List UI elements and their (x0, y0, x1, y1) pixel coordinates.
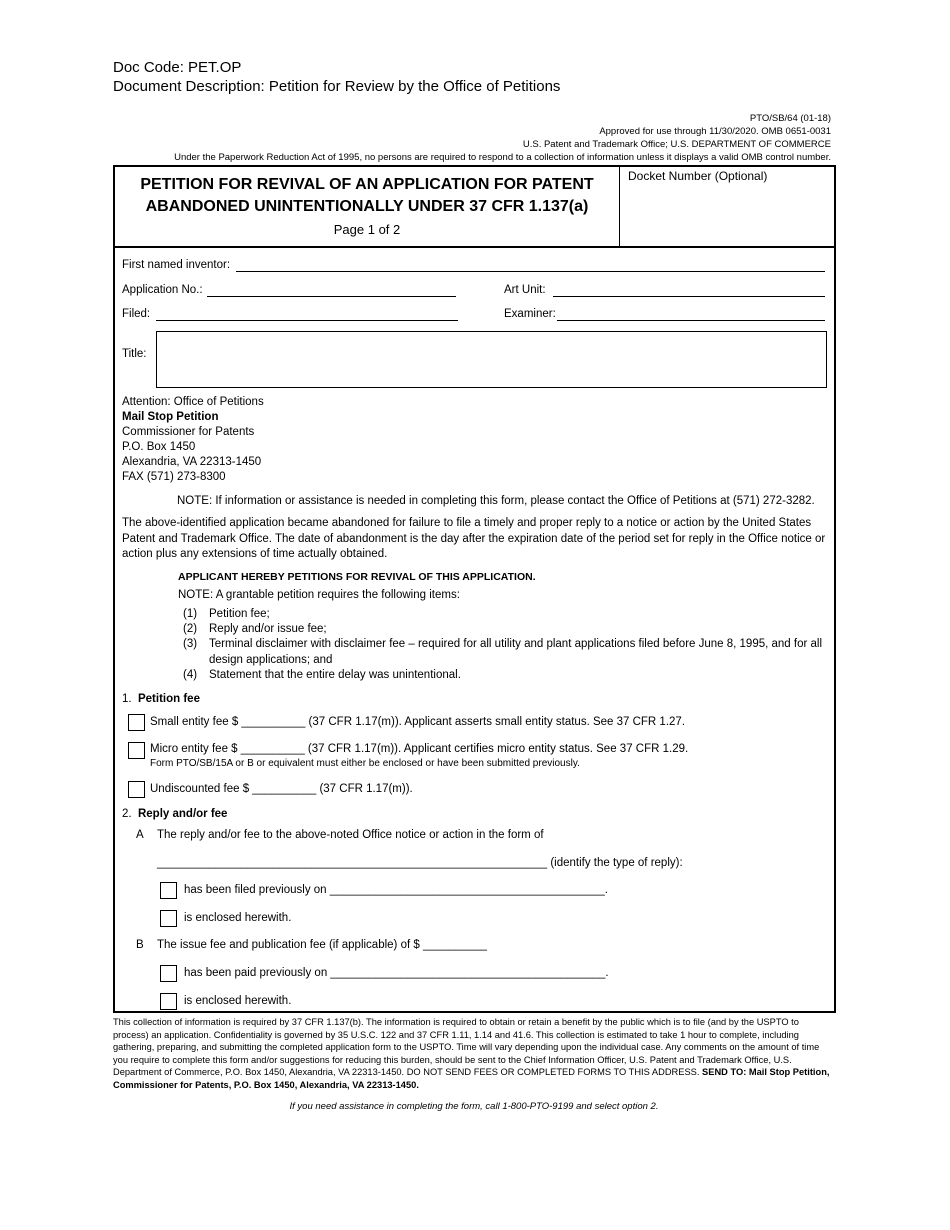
agency: U.S. Patent and Trademark Office; U.S. DEPARTMENT OF COMMERCE (522, 139, 831, 150)
city: Alexandria, VA 22313-1450 (122, 456, 262, 468)
app-no-label: Application No.: (122, 284, 203, 296)
art-unit-label: Art Unit: (504, 284, 546, 296)
title-box (115, 167, 620, 248)
items-list (183, 607, 828, 683)
filed-field[interactable] (156, 309, 458, 321)
micro-entity-checkbox[interactable] (128, 742, 145, 759)
commissioner: Commissioner for Patents (122, 426, 255, 438)
para-line3: action plus any extensions of time actually obtained. (122, 548, 388, 560)
sec2-heading: 2. Reply and/or fee (122, 808, 228, 820)
enclosed-a-checkbox[interactable] (160, 910, 177, 927)
list-item: design applications; and (209, 653, 333, 666)
form-box (113, 165, 836, 1013)
list-item: (4) Statement that the entire delay was unintentional. (183, 668, 461, 681)
title-line2: ABANDONED UNINTENTIONALLY UNDER 37 CFR 1.137(a) (145, 198, 589, 215)
docket-box[interactable] (620, 167, 834, 248)
abandon-paragraph (122, 516, 834, 563)
para-line2: Patent and Trademark Office. The date of abandonment is the day after the expiration date of the period set for reply in the Office notice or (122, 532, 826, 545)
micro-entity-text: Micro entity fee $ __________ (37 CFR 1.17(m)). Applicant certifies micro entity status. See 37 CFR 1.29. (150, 743, 689, 755)
examiner-field[interactable] (557, 309, 825, 321)
paid-previously-checkbox[interactable] (160, 965, 177, 982)
doc-description: Document Description: Petition for Review by the Office of Petitions (113, 78, 561, 95)
paid-previously-text: has been paid previously on ___________________________________________. (184, 967, 609, 979)
docket-label: Docket Number (Optional) (628, 169, 768, 183)
app-no-field[interactable] (207, 285, 456, 297)
petition-heading: APPLICANT HEREBY PETITIONS FOR REVIVAL OF THIS APPLICATION. (178, 571, 536, 583)
inventor-label: First named inventor: (122, 259, 231, 271)
small-entity-checkbox[interactable] (128, 714, 145, 731)
sec2-a-label: A (136, 829, 144, 841)
filed-label: Filed: (122, 308, 151, 320)
grantable-note: NOTE: A grantable petition requires the following items: (178, 589, 460, 601)
undiscounted-text: Undiscounted fee $ __________ (37 CFR 1.17(m)). (150, 783, 413, 795)
mail-stop: Mail Stop Petition (122, 411, 219, 423)
micro-entity-note: Form PTO/SB/15A or B or equivalent must either be enclosed or have been submitted previously. (150, 758, 580, 769)
sec1-heading: 1. Petition fee (122, 693, 200, 705)
sec2-a-text: The reply and/or fee to the above-noted Office notice or action in the form of (157, 829, 544, 841)
sec2-b-text: The issue fee and publication fee (if applicable) of $ __________ (157, 939, 487, 951)
list-item: (1) Petition fee; (183, 608, 270, 620)
paperwork-notice: Under the Paperwork Reduction Act of 1995, no persons are required to respond to a collection of information unless it displays a valid OMB control number. (174, 152, 831, 163)
approval: Approved for use through 11/30/2020. OMB 0651-0031 (599, 126, 831, 137)
burden-text: This collection of information is required by 37 CFR 1.137(b). The information is required to obtain or retain a benefit by the public which is to file (and by the USPTO to process) an application. Confidentiality is governed by 35 U.S.C. 122 and 37 CFR 1.11, 1.14 and 41.6. This collection is estimated to take 1 hour to complete, including gathering, preparing, and submitting the completed application form to the USPTO. Time will vary depending upon the individual case. Any comments on the amount of time you require to complete this form and/or suggestions for reducing this burden, should be sent to the Chief Information Officer, U.S. Patent and Trademark Office, U.S. Department of Commerce, P.O. Box 1450, Alexandria, VA 22313-1450. DO NOT SEND FEES OR COMPLETED FORMS TO THIS ADDRESS. (113, 1017, 820, 1077)
para-line1: The above-identified application became abandoned for failure to file a timely and proper reply to a notice or action by the United States (122, 517, 812, 529)
title-label: Title: (122, 348, 147, 360)
enclosed-b-checkbox[interactable] (160, 993, 177, 1010)
page-number: Page 1 of 2 (333, 222, 401, 237)
examiner-label: Examiner: (504, 308, 556, 320)
sec2-b-label: B (136, 939, 144, 951)
filed-previously-text: has been filed previously on ___________________________________________. (184, 884, 608, 896)
po-box: P.O. Box 1450 (122, 441, 196, 453)
note-assist: NOTE: If information or assistance is needed in completing this form, please contact the Office of Petitions at (571) 272-3282. (177, 495, 815, 507)
title-line1: PETITION FOR REVIVAL OF AN APPLICATION FOR PATENT (140, 176, 594, 193)
doc-code: Doc Code: PET.OP (113, 59, 242, 76)
list-item: (3) Terminal disclaimer with disclaimer fee – required for all utility and plant applications filed before June 8, 1995, and for all (183, 638, 823, 651)
art-unit-field[interactable] (553, 285, 825, 297)
burden-statement (113, 1016, 835, 1091)
fax: FAX (571) 273-8300 (122, 471, 226, 483)
small-entity-text: Small entity fee $ __________ (37 CFR 1.17(m)). Applicant asserts small entity status. See 37 CFR 1.27. (150, 716, 686, 728)
attention: Attention: Office of Petitions (122, 396, 264, 408)
assistance-note: If you need assistance in completing the form, call 1-800-PTO-9199 and select option 2. (289, 1101, 659, 1112)
undiscounted-checkbox[interactable] (128, 781, 145, 798)
title-field[interactable] (156, 331, 827, 388)
send-to: SEND TO: Mail Stop Petition, Commissioner for Patents, P.O. Box 1450, Alexandria, VA 22313-1450. (113, 1067, 830, 1090)
form-number: PTO/SB/64 (01-18) (749, 113, 831, 124)
list-item: (2) Reply and/or issue fee; (183, 623, 327, 636)
inventor-field[interactable] (236, 260, 825, 272)
form-meta (113, 112, 831, 164)
filed-previously-checkbox[interactable] (160, 882, 177, 899)
enclosed-b-text: is enclosed herewith. (184, 995, 292, 1007)
enclosed-a-text: is enclosed herewith. (184, 912, 292, 924)
identify-reply-field[interactable]: _____________________________________________________________ (identify the type of reply): (157, 857, 683, 869)
address-block (122, 395, 264, 485)
